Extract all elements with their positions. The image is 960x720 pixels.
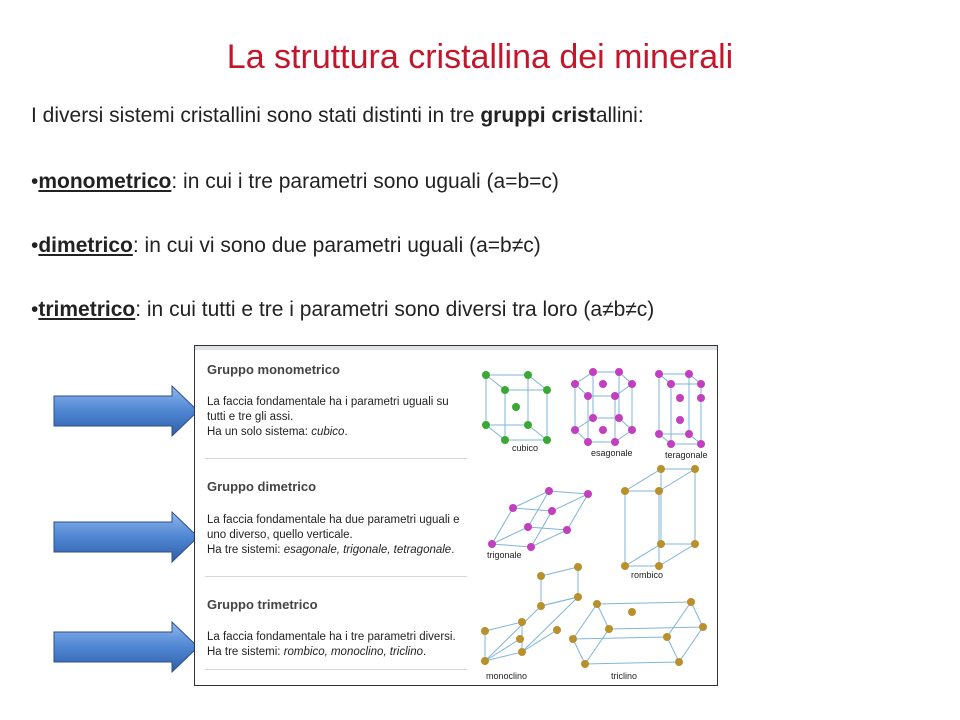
intro-text: [31, 104, 644, 128]
group-systems: cubico: [311, 426, 345, 438]
group-line-suffix: .: [344, 426, 348, 438]
bullet-dimetrico: •dimetrico: in cui vi sono due parametri uguali (a=b≠c): [31, 234, 541, 257]
group-line: tutti e tre gli assi.: [207, 411, 294, 423]
term-monometrico: monometrico: [38, 170, 172, 193]
arrow-right-icon: [52, 510, 200, 564]
tetragonal-lattice: [659, 374, 701, 444]
group-title-monometrico: Gruppo monometrico: [207, 362, 340, 377]
group-line-suffix: .: [451, 544, 455, 556]
group-line: La faccia fondamentale ha due parametri uguali e: [207, 514, 460, 526]
bullet-text: : in cui vi sono due parametri uguali (a=b≠c): [132, 234, 541, 257]
crystal-groups-figure: [194, 345, 718, 686]
orthorhombic-atoms: [621, 465, 699, 570]
intro-after: allini:: [595, 104, 644, 127]
group-line: La faccia fondamentale ha i parametri uguali su: [207, 396, 449, 408]
label-triclino: triclino: [611, 671, 638, 681]
intro-bold: gruppi crist: [480, 104, 596, 127]
group-line: uno diverso, quello verticale.: [207, 529, 353, 541]
bullet-text: : in cui i tre parametri sono uguali (a=b=c): [171, 170, 559, 193]
label-esagonale: esagonale: [591, 448, 633, 458]
orthorhombic-lattice: [625, 469, 695, 566]
label-cubico: cubico: [512, 443, 539, 453]
term-dimetrico: dimetrico: [38, 234, 133, 257]
group-title-trimetrico: Gruppo trimetrico: [207, 597, 318, 612]
group-systems: esagonale, trigonale, tetragonale: [283, 544, 452, 556]
cubic-atoms: [482, 371, 551, 444]
arrow-right-icon: [52, 620, 200, 674]
label-teragonale: teragonale: [665, 450, 708, 460]
group-line-prefix: Ha tre sistemi:: [207, 544, 284, 556]
bullet-trimetrico: •trimetrico: in cui tutti e tre i parametri sono diversi tra loro (a≠b≠c): [31, 298, 655, 321]
group-line-prefix: Ha tre sistemi:: [207, 646, 284, 658]
crystal-lattices: [195, 346, 717, 685]
slide-title: La struttura cristallina dei minerali: [226, 38, 734, 76]
trigonal-atoms: [488, 487, 592, 551]
group-line: La faccia fondamentale ha i tre parametri diversi.: [207, 631, 456, 643]
bullet-text: : in cui tutti e tre i parametri sono diversi tra loro (a≠b≠c): [135, 298, 655, 321]
group-line-prefix: Ha un solo sistema:: [207, 426, 312, 438]
group-systems: rombico, monoclino, triclino: [283, 646, 424, 658]
label-trigonale: trigonale: [487, 550, 522, 560]
group-line-suffix: .: [423, 646, 427, 658]
intro-before: I diversi sistemi cristallini sono stati distinti in tre: [31, 104, 481, 127]
trigonal-lattice: [492, 491, 588, 547]
triclinic-lattice: [573, 602, 703, 664]
label-rombico: rombico: [631, 570, 664, 580]
monoclinic-lattice: [485, 567, 578, 661]
term-trimetrico: trimetrico: [38, 298, 136, 321]
bullet-monometrico: •monometrico: in cui i tre parametri sono uguali (a=b=c): [31, 170, 559, 193]
arrow-right-icon: [52, 384, 200, 438]
label-monoclino: monoclino: [486, 671, 528, 681]
group-title-dimetrico: Gruppo dimetrico: [207, 479, 317, 494]
